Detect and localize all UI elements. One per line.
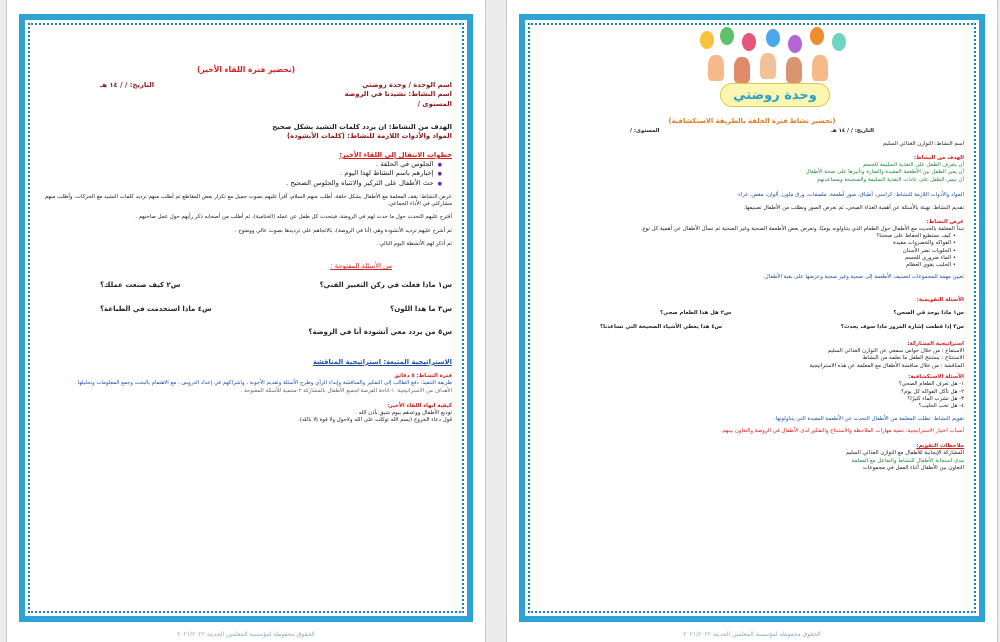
unit-label: اسم الوحدة / وحدة روضتي <box>362 81 452 90</box>
steps-list <box>40 160 452 188</box>
paragraph: أقترح عليهم التحدث حول ما حدث لهم في الروضة، فيتحدث كل طفل عن عمله (الختامية)، ثم أطلب من أصحابه ذكر رأيهم حول عمل صاحبهم . <box>135 214 452 221</box>
page-border <box>519 14 985 622</box>
followup-line: ٢- هل تأكل الفواكه كل يوم؟ <box>901 388 964 395</box>
view-item: • الحليب يقوي العظام <box>905 262 956 269</box>
date-label: التاريخ: / / ١٤ هـ <box>100 81 155 90</box>
child-illustration <box>708 55 724 81</box>
strategy-goals: الأهداف من الاستراتيجية: ١-اتاحة الفرصة لجميع الأطفال بالمشاركة ٢-منتمية للأسئلة المفتوحة . <box>240 387 452 394</box>
end-line: قول دعاء الخروج (بسم الله توكلت على الله ولاحول ولا قوة إلا بالله). <box>298 417 452 424</box>
materials-text: المواد والأدوات اللازمة للنشاط: (كلمات الأنشودة) <box>287 131 452 140</box>
balloon-icon <box>766 29 780 47</box>
view-item: • الفواكه والخضروات مفيدة <box>893 240 956 247</box>
question: س١ ماذا فعلت في ركن التعبير الفني؟ <box>319 281 452 290</box>
child-illustration <box>812 55 828 81</box>
view-title: عرض النشاط: <box>926 218 964 225</box>
end-title: كيفية انهاء اللقاء الأخير: <box>387 402 452 409</box>
activity-name: اسم النشاط: التوازن الغذائي السليم <box>882 141 964 148</box>
end-line: توديع الأطفال ووعدهم بيوم شيق بأذن الله . <box>355 410 452 417</box>
level-label: المستوى / <box>417 99 452 108</box>
question: س٢ كيف صنعت عملك؟ <box>100 281 181 290</box>
list-item: ● حث الأطفال على التركيز والانتباه والجلوس الصحيح . <box>40 179 442 188</box>
balloon-icon <box>810 27 824 45</box>
followup-line: ٤- هل تحب الحليب؟ <box>918 403 964 410</box>
view-item: • الماء ضروري للجسم <box>904 255 956 262</box>
eval-line: تقويم النشاط: تطلب المعلمة من الأطفال التحدث عن الأطعمة المفيدة التي يتناولونها. <box>774 416 964 423</box>
list-item: ● الجلوس في الحلقة . <box>40 160 442 169</box>
child-illustration <box>734 57 750 83</box>
child-illustration <box>786 57 802 83</box>
goal-line: أن يميز الطفل بين الأطعمة المفيدة والضارة وتأثيرها على صحة الأطفال <box>805 169 964 176</box>
notes-line: مدى استجابة الأطفال للنشاط والتفاعل مع المعلمة <box>851 457 964 464</box>
question: س٤ هذا يعطي الأشياء الصحيحة التي تساعدنا؟ <box>600 323 723 330</box>
list-item: ● إخبارهم باسم النشاط لهذا اليوم . <box>40 169 442 178</box>
question: س٣ ما هذا اللون؟ <box>390 304 452 313</box>
child-illustration <box>760 53 776 79</box>
materials-line: المواد والأدوات اللازمة للنشاط: كراسي، أطباق، صور أطعمة، ملصقات، ورق ملون، ألوان، مقص، غراء <box>738 191 964 198</box>
question: س١ ماذا يوجد في الصحن؟ <box>893 310 964 317</box>
reason-line: أسباب اختيار الاستراتيجية: تنمية مهارات الملاحظة والاستنتاج والتفكير لدى الأطفال في الروضة والتعاون بينهم. <box>720 427 964 434</box>
method-text: طريقة التنفيذ: دفع الطالب إلى التفكير والمناقشة وإبداء الرأي وطرح الأسئلة وتقديم الأجوبة ، واشراكهم في إعداد الدروس ، مع الاهتمام بالبحث وجمع المعلومات وتحليلها . <box>74 380 452 387</box>
strategy-title: الاستراتيجية المتبعة: استراتيجية المناقشة <box>312 357 452 366</box>
open-questions-title: من الأسئلة المفتوحة : <box>330 262 392 271</box>
page-footer: الحقوق محفوظة لمؤسسة المعلمين الحديثة ٢٠٢١/٢٠٢٢ <box>177 631 315 638</box>
page-footer: الحقوق محفوظة لمؤسسة المعلمين الحديثة ٢٠٢١/٢٠٢٢ <box>683 631 821 638</box>
paragraph: ثم أذكر لهم الأنشطة اليوم التالي . <box>376 240 452 247</box>
notes-line: التعاون بين الأطفال أثناء العمل في مجموعات <box>862 464 964 471</box>
balloon-icon <box>700 31 714 49</box>
page-left <box>6 0 486 642</box>
strategy-line: الاستماع : من خلال حواس سمعي عن التوازن الغذائي السليم <box>827 348 964 355</box>
balloon-icon <box>742 33 756 51</box>
closing-line: تعيين مهمة للمجموعات لتصنيف الأطعمة إلى صحية وغير صحية وعرضها على بقية الأطفال. <box>763 273 964 280</box>
notes-title: ملاحظات التقويم: <box>916 443 964 450</box>
duration-text: فترة النشاط: ٥ دقائق <box>394 372 452 379</box>
followup-line: ١- هل تعرف الطعام الصحي؟ <box>898 381 964 388</box>
question: س٥ من يردد معي أنشودة أنا في الروضة؟ <box>308 328 452 337</box>
balloon-icon <box>720 27 734 45</box>
view-item: • الحلويات تضر الأسنان <box>902 247 956 254</box>
question: س٤ ماذا استخدمت في الطباعة؟ <box>100 304 212 313</box>
page-border <box>19 14 473 622</box>
followup-title: الأسئلة الاستكشافية: <box>908 374 964 380</box>
activity-paragraph: عرض النشاط: يقف المعلمة مع الأطفال بشكل حلقة، أطلب منهم السلام، أقرأ عليهم بصوت جميل مع تكرار بعض المقاطع ثم أطلب منهم ترديد كلمات النشيد مع الحركات، وأطلب منهم مشاركتي في الأداء الجماعي. <box>44 193 452 208</box>
question: س٣ إذا قطعت إشارة المرور ماذا سوف يحدث؟ <box>840 323 964 330</box>
question: س٢ هل هذا الطعام صحي؟ <box>660 310 732 317</box>
paragraph: ثم أشرح عليهم ترديد الأنشودة وهي (أنا في الروضة)، بالاتجاهم على ترديدها بصوت عالي ووضوح . <box>234 227 452 234</box>
page-title: (تحضير فترة اللقاء الأخير) <box>196 65 296 74</box>
eval-title: الأسئلة التقويمية: <box>916 296 964 303</box>
method-line: تقديم النشاط: تهيئة بالأسئلة عن أهمية الغذاء الصحي، ثم تعرض الصور وتطلب من الأطفال تصنيفها. <box>743 205 964 212</box>
view-paragraph: تبدأ المعلمة بالحديث مع الأطفال حول الطعام الذي يتناولونه يوميًا، وتعرض بعض الأطعمة الصحية وغير الصحية ثم تسأل الأطفال عن أهمية كل نوع. <box>640 225 964 232</box>
goal-text: الهدف من النشاط: ان يردد كلمات النشيد بشكل صحيح <box>272 122 452 131</box>
page-right <box>506 0 998 642</box>
goal-title: الهدف من النشاط: <box>913 154 964 161</box>
activity-label: اسم النشاط: نشيدنا في الروضة <box>344 90 452 99</box>
notes-line: المشاركة الإيجابية للأطفال مع التوازن الغذائي السليم <box>845 450 964 457</box>
strategy-line: الاستنتاج : يستنتج الطفل ما تعلمه من النشاط <box>862 355 964 362</box>
balloon-icon <box>788 35 802 53</box>
goal-line: أن ينمي الطفل على عادات التغذية السليمة والصحيحة ومساعدتهم <box>816 176 964 183</box>
strategy-title: استراتيجية المشاركة: <box>907 340 964 347</box>
level-label: المستوى: / <box>630 128 660 135</box>
date-label: التاريخ: / / ١٤ هـ <box>831 128 874 135</box>
followup-line: ٣- هل تشرب الماء كثيرًا؟ <box>907 395 964 402</box>
steps-title: خطوات الانتقال إلى اللقاء الأخير: <box>339 151 452 160</box>
strategy-line: المناقشة : من خلال مناقشة الأطفال مع المعلمة عن هذه الاستراتيجية <box>809 362 964 369</box>
unit-banner-image <box>690 27 860 123</box>
banner-title: وحدة روضتي <box>720 83 830 107</box>
view-item: • كيف نستطيع الحفاظ على صحتنا؟ <box>876 233 956 240</box>
page-subtitle: (تحضير نشاط فترة الحلقة بالطريقة الاستكشافية) <box>668 117 836 125</box>
balloon-icon <box>832 33 846 51</box>
goal-line: أن يتعرف الطفل على التغذية السليمة للجسم <box>862 162 964 169</box>
